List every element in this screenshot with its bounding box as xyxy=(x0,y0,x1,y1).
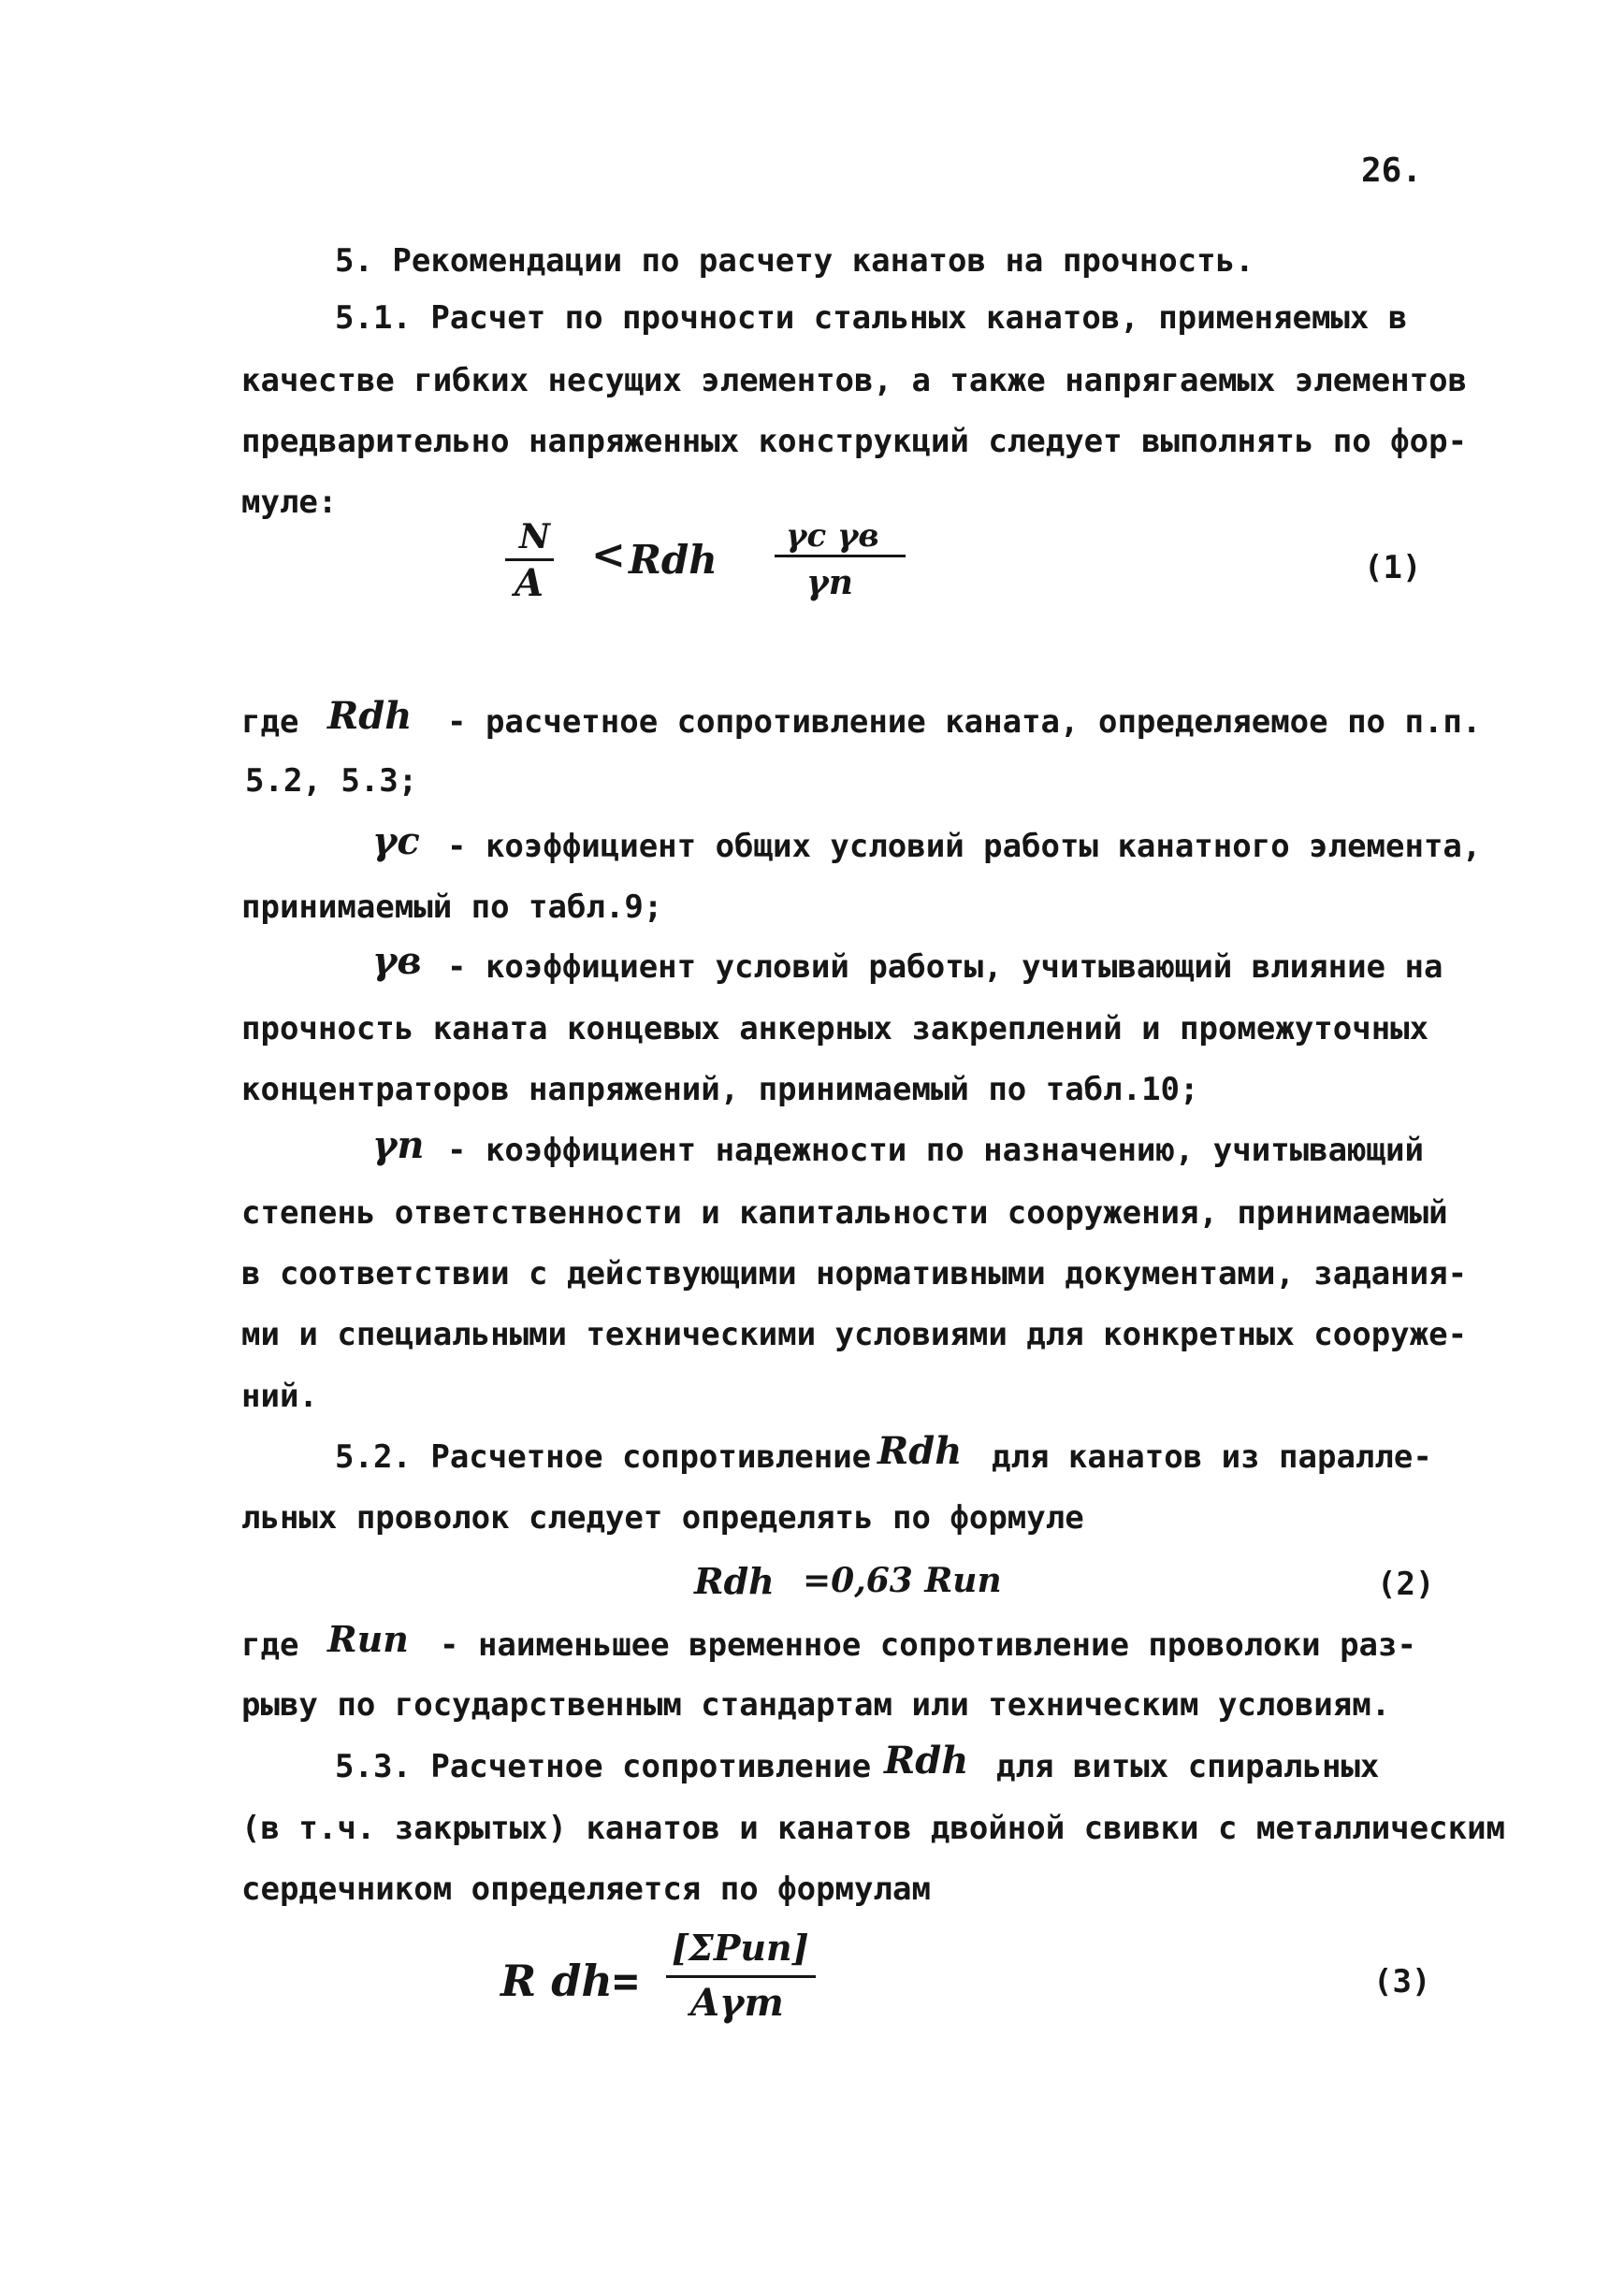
gamma-b-line-2: прочность каната концевых анкерных закреплений и промежуточных xyxy=(241,1010,1429,1047)
paragraph-5-3-pre: 5.3. Расчетное сопротивление xyxy=(335,1748,872,1785)
formula-3-number: (3) xyxy=(1373,1963,1431,2000)
paragraph-5-2-line-2: льных проволок следует определять по формуле xyxy=(241,1499,1084,1537)
gamma-b-line-3: концентраторов напряжений, принимаемый по табл.10; xyxy=(241,1071,1199,1108)
paragraph-5-3-post: для витых спиральных xyxy=(996,1748,1380,1785)
formula-2-lhs: Rdh xyxy=(694,1560,775,1602)
where-1-label: где xyxy=(241,703,299,741)
paragraph-5-1-line-1: 5.1. Расчет по прочности стальных канатов, применяемых в xyxy=(335,299,1408,337)
formula-1-R: Rdh xyxy=(629,537,718,583)
formula-1-number: (1) xyxy=(1364,549,1422,586)
paragraph-5-2-pre: 5.2. Расчетное сопротивление xyxy=(335,1438,872,1476)
where-1-symbol: Rdh xyxy=(327,694,413,738)
paragraph-5-2-post: для канатов из паралле- xyxy=(992,1438,1432,1476)
where-2-line-2: рыву по государственным стандартам или техническим условиям. xyxy=(241,1686,1391,1724)
where-2-symbol: Run xyxy=(327,1618,409,1660)
formula-3-denominator: Aγm xyxy=(690,1981,784,2025)
formula-1-numerator-gammas: γc γв xyxy=(786,517,879,555)
formula-1-denominator-gamma-n: γn xyxy=(806,563,853,602)
formula-1-less-than: < xyxy=(591,531,626,579)
gamma-b-symbol: γв xyxy=(372,939,422,983)
where-1-refs: 5.2, 5.3; xyxy=(245,762,418,800)
paragraph-5-1-line-4: муле: xyxy=(241,484,338,521)
formula-1-denominator-A: A xyxy=(515,561,544,605)
formula-2-number: (2) xyxy=(1377,1566,1435,1603)
formula-3-equals: = xyxy=(613,1956,639,2006)
formula-3-fraction-bar xyxy=(666,1975,816,1978)
where-2-text: - наименьшее временное сопротивление проволоки раз- xyxy=(440,1626,1416,1664)
paragraph-5-3-line-2: (в т.ч. закрытых) канатов и канатов двойной свивки с металлическим xyxy=(241,1810,1506,1847)
where-1-text: - расчетное сопротивление каната, определяемое по п.п. xyxy=(447,703,1482,741)
page-number: 26. xyxy=(1361,152,1423,190)
gamma-b-line-1: - коэффициент условий работы, учитывающий влияние на xyxy=(447,948,1443,986)
formula-3-lhs: R dh xyxy=(500,1956,613,2006)
gamma-n-symbol: γn xyxy=(372,1123,425,1167)
where-2-label: где xyxy=(241,1626,299,1664)
paragraph-5-1-line-3: предварительно напряженных конструкций следует выполнять по фор- xyxy=(241,423,1468,460)
paragraph-5-1-line-2: качестве гибких несущих элементов, а также напрягаемых элементов xyxy=(241,362,1468,399)
formula-2-rhs: =0,63 Run xyxy=(803,1561,1002,1600)
gamma-c-line-1: - коэффициент общих условий работы канатного элемента, xyxy=(447,828,1482,865)
paragraph-5-3-symbol: Rdh xyxy=(884,1739,969,1783)
paragraph-5-3-line-3: сердечником определяется по формулам xyxy=(241,1870,931,1908)
gamma-n-line-4: ми и специальными техническими условиями для конкретных сооруже- xyxy=(241,1316,1468,1353)
gamma-n-line-2: степень ответственности и капитальности сооружения, принимаемый xyxy=(241,1194,1448,1232)
gamma-n-line-3: в соответствии с действующими нормативными документами, задания- xyxy=(241,1255,1468,1292)
gamma-c-symbol: γc xyxy=(372,819,420,863)
gamma-n-line-1: - коэффициент надежности по назначению, учитывающий xyxy=(447,1132,1424,1169)
gamma-n-line-5: ний. xyxy=(241,1378,318,1415)
formula-3-numerator: [ΣPun] xyxy=(672,1927,809,1969)
gamma-c-line-2: принимаемый по табл.9; xyxy=(241,888,663,926)
paragraph-5-2-symbol: Rdh xyxy=(877,1429,963,1473)
section-heading: 5. Рекомендации по расчету канатов на прочность. xyxy=(335,242,1254,280)
formula-1-fraction-bar-2 xyxy=(775,555,906,557)
formula-1-numerator-N: N xyxy=(519,517,550,556)
